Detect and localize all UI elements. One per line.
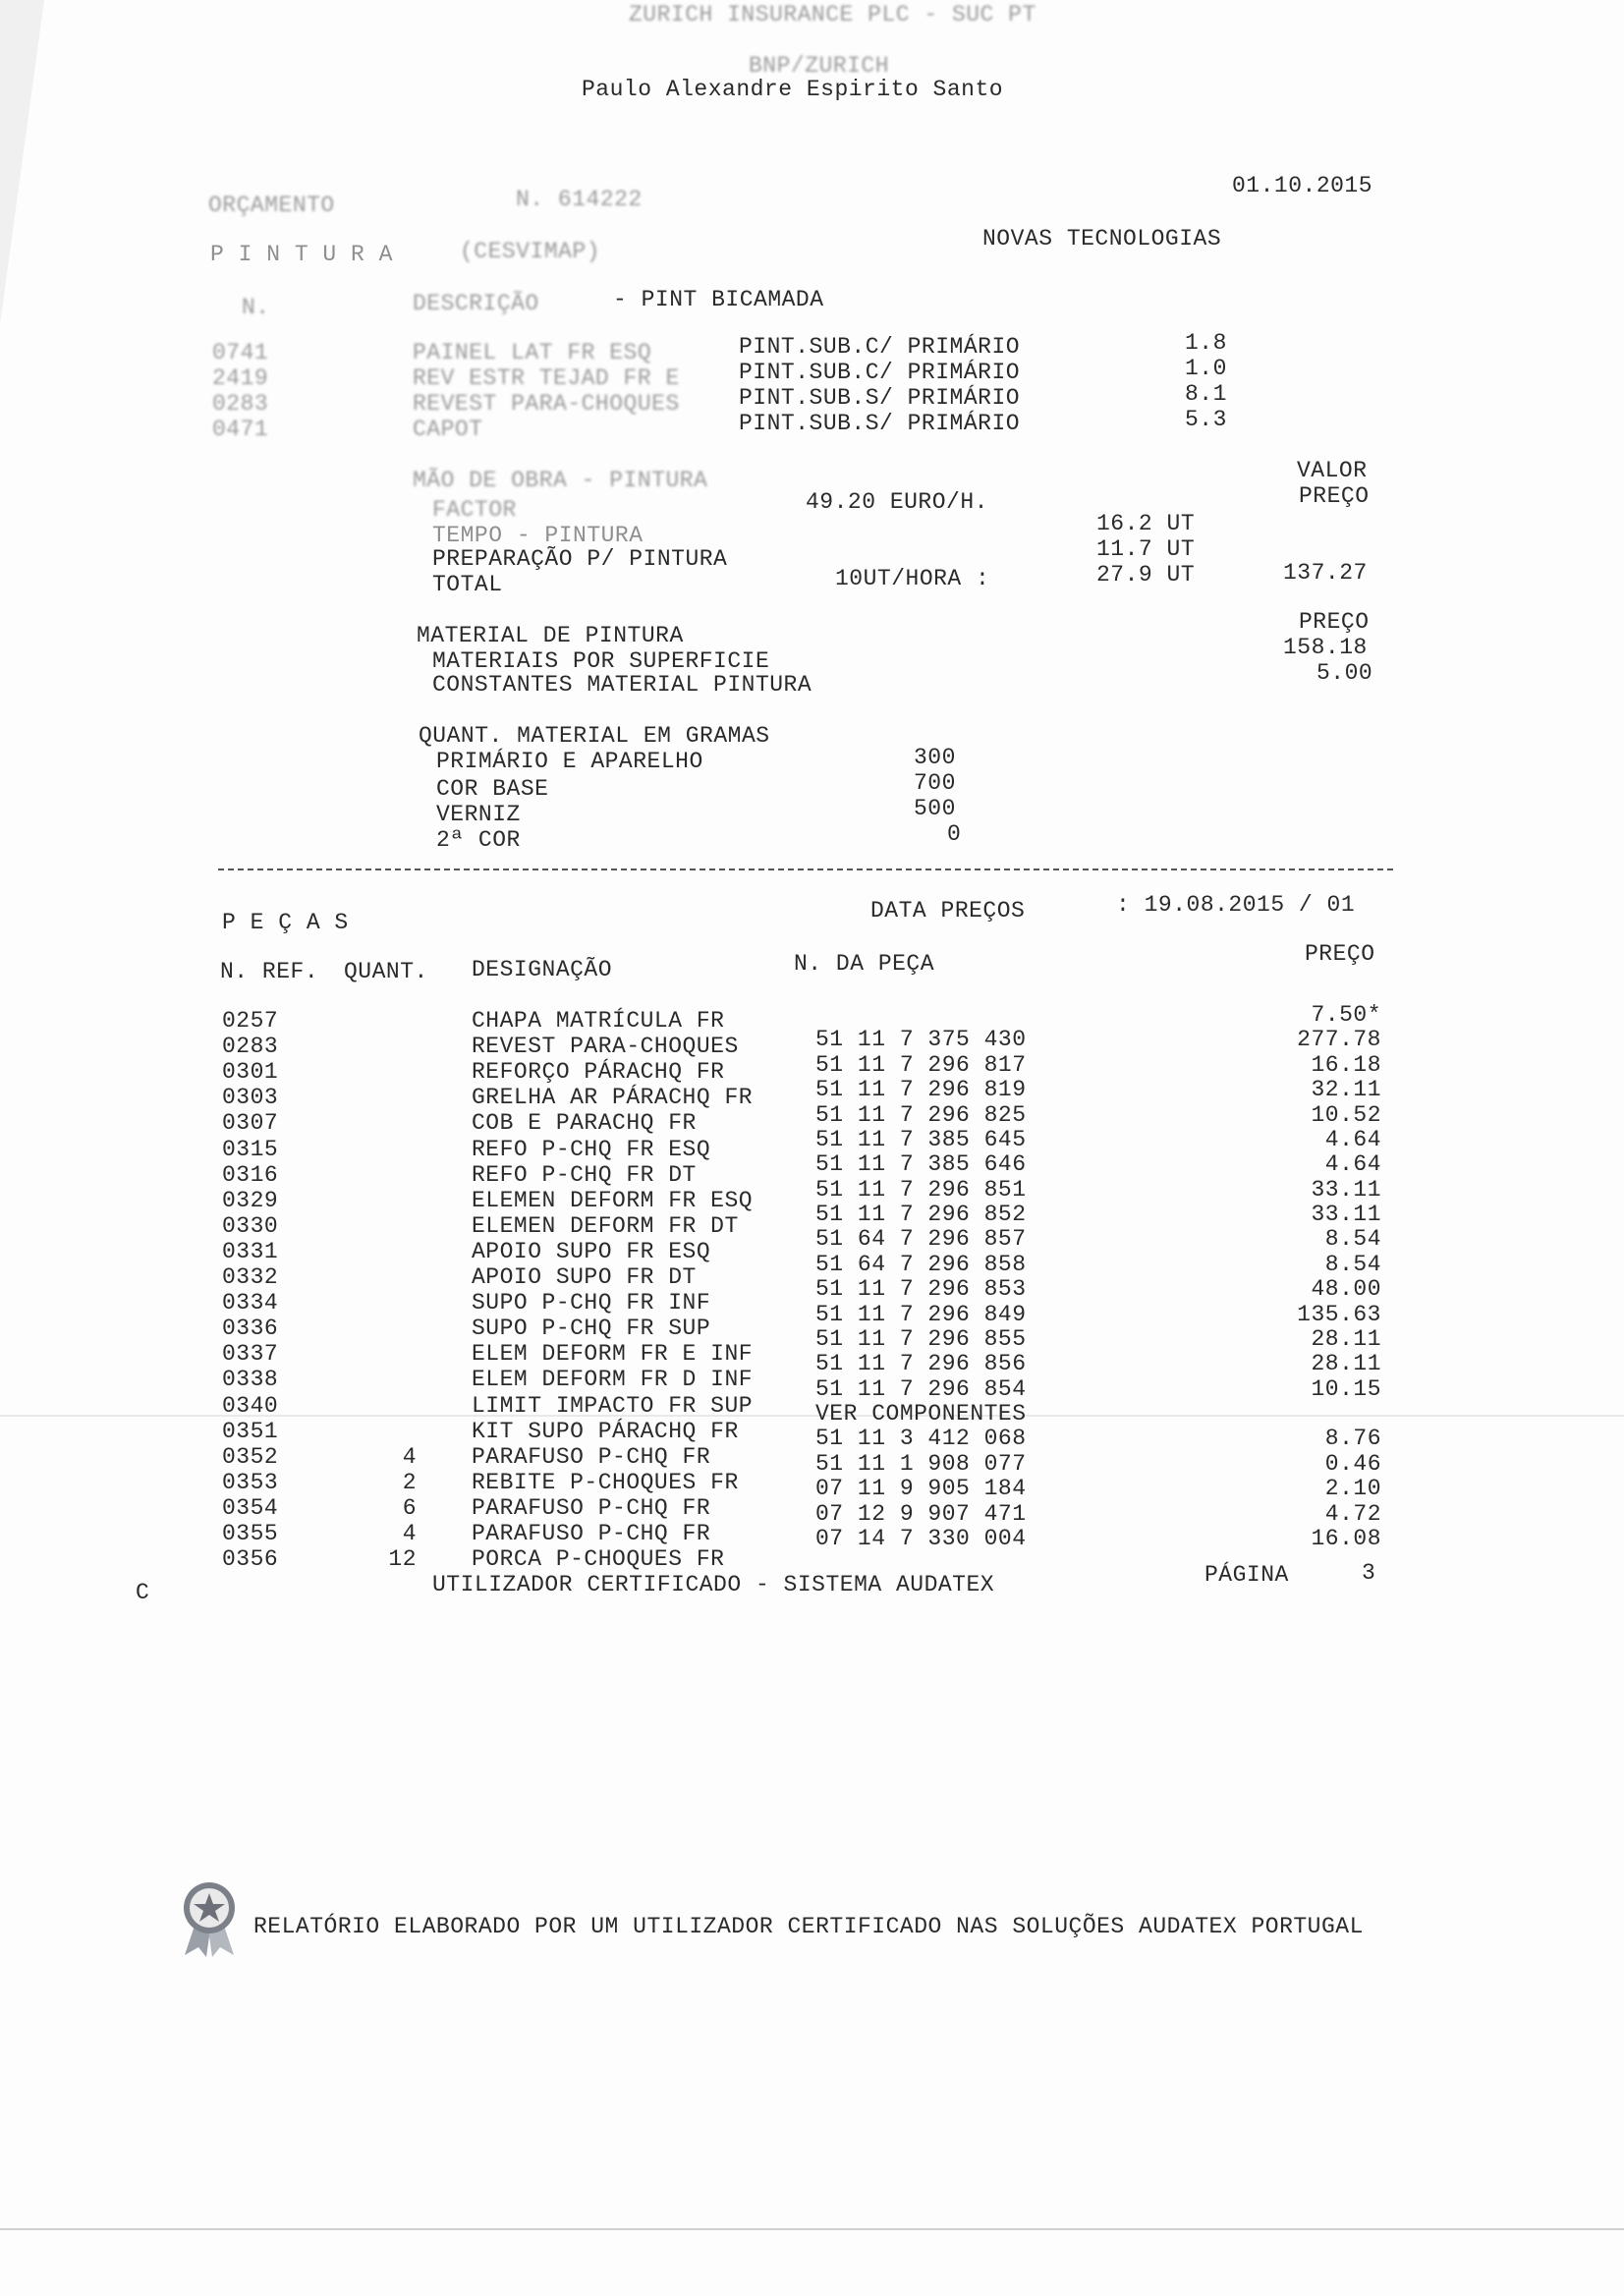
part-number: 51 11 7 375 430: [815, 1027, 1027, 1053]
labour-preco-header: PREÇO: [1299, 483, 1370, 509]
part-price: 16.18: [1311, 1051, 1381, 1078]
part-ref: 0353: [222, 1469, 279, 1495]
labour-rate: 10UT/HORA :: [835, 566, 990, 591]
part-ref: 0337: [222, 1341, 279, 1368]
paint-op-type: PINT.SUB.S/ PRIMÁRIO: [739, 385, 1021, 411]
scan-edge-line: [0, 2228, 1624, 2230]
part-quantity: 4: [402, 1443, 417, 1470]
part-number: 51 11 7 296 851: [815, 1176, 1027, 1203]
col-n-peca: N. DA PEÇA: [794, 951, 935, 977]
part-price: 277.78: [1297, 1027, 1381, 1053]
preparacao-label: PREPARAÇÃO P/ PINTURA: [432, 546, 728, 572]
paint-op-desc: PAINEL LAT FR ESQ: [413, 340, 652, 365]
certification-badge-icon: [175, 1878, 244, 1957]
labour-total-label: TOTAL: [432, 572, 503, 597]
part-designation: PARAFUSO P-CHQ FR: [472, 1494, 711, 1521]
paint-method: - PINT BICAMADA: [613, 287, 824, 312]
part-quantity: 12: [388, 1546, 417, 1573]
part-number: 51 64 7 296 857: [815, 1226, 1027, 1253]
constantes-value: 5.00: [1316, 660, 1373, 686]
part-number: 07 11 9 905 184: [815, 1476, 1027, 1502]
col-preco: PREÇO: [1305, 941, 1375, 967]
part-ref: 0329: [222, 1187, 279, 1213]
part-number: 51 11 7 296 855: [815, 1325, 1027, 1352]
report-footer-text: RELATÓRIO ELABORADO POR UM UTILIZADOR CERTIFICADO NAS SOLUÇÕES AUDATEX PORTUGAL: [253, 1914, 1364, 1939]
orcamento-number: N. 614222: [516, 187, 643, 212]
paint-op-value: 1.0: [1185, 356, 1227, 381]
paint-op-n: 0283: [212, 391, 269, 417]
part-price: 4.64: [1324, 1151, 1381, 1178]
part-ref: 0352: [222, 1443, 279, 1470]
paint-op-n: 2419: [212, 365, 269, 391]
part-designation: CHAPA MATRÍCULA FR: [472, 1008, 725, 1034]
grams-value: 0: [947, 821, 962, 847]
part-ref: 0303: [222, 1085, 279, 1111]
part-price: 33.11: [1311, 1202, 1381, 1227]
part-designation: APOIO SUPO FR DT: [472, 1264, 697, 1290]
part-ref: 0356: [222, 1546, 279, 1573]
part-ref: 0332: [222, 1264, 279, 1290]
part-number: 51 11 1 908 077: [815, 1450, 1027, 1477]
labour-total-price: 137.27: [1283, 560, 1368, 586]
scan-shadow: [0, 0, 44, 324]
part-designation: ELEMEN DEFORM FR DT: [472, 1212, 739, 1239]
part-designation: COB E PARACHQ FR: [472, 1110, 697, 1137]
part-ref: 0315: [222, 1136, 279, 1162]
grams-label: VERNIZ: [436, 802, 521, 827]
paper-fold: [0, 1415, 1624, 1417]
brand-name: BNP/ZURICH: [749, 53, 890, 79]
part-number: 51 11 7 296 852: [815, 1202, 1027, 1227]
col-designacao: DESIGNAÇÃO: [472, 957, 613, 982]
part-ref: 0283: [222, 1034, 279, 1060]
part-price: 8.76: [1324, 1426, 1381, 1452]
part-ref: 0355: [222, 1521, 279, 1546]
part-designation: PORCA P-CHOQUES FR: [472, 1546, 725, 1573]
part-ref: 0351: [222, 1418, 279, 1444]
part-price: 32.11: [1311, 1077, 1381, 1103]
part-price: 8.54: [1324, 1251, 1381, 1277]
part-designation: SUPO P-CHQ FR INF: [472, 1290, 711, 1316]
part-price: 28.11: [1311, 1351, 1381, 1377]
part-price: 28.11: [1311, 1325, 1381, 1352]
part-number: 51 11 7 296 853: [815, 1276, 1027, 1303]
labour-title: MÃO DE OBRA - PINTURA: [413, 468, 708, 493]
part-number: 51 11 3 412 068: [815, 1426, 1027, 1452]
part-ref: 0257: [222, 1008, 279, 1034]
material-preco-header: PREÇO: [1299, 609, 1370, 635]
paint-op-desc: REVEST PARA-CHOQUES: [413, 391, 680, 417]
col-n: N.: [242, 295, 270, 320]
part-ref: 0354: [222, 1494, 279, 1521]
labour-valor-header: VALOR: [1297, 458, 1368, 483]
part-price: 8.54: [1324, 1226, 1381, 1253]
part-designation: APOIO SUPO FR ESQ: [472, 1238, 711, 1264]
paint-op-type: PINT.SUB.C/ PRIMÁRIO: [739, 360, 1021, 385]
paint-op-value: 5.3: [1185, 407, 1227, 432]
section-divider: [218, 868, 1393, 870]
part-number: 51 64 7 296 858: [815, 1251, 1027, 1277]
paint-op-desc: REV ESTR TEJAD FR E: [413, 365, 680, 391]
part-designation: REFORÇO PÁRACHQ FR: [472, 1059, 725, 1086]
data-precos-label: DATA PREÇOS: [870, 898, 1026, 924]
page-label: PÁGINA: [1204, 1562, 1289, 1588]
part-designation: LIMIT IMPACTO FR SUP: [472, 1392, 754, 1419]
company-name: ZURICH INSURANCE PLC - SUC PT: [629, 2, 1036, 28]
materiais-superficie-label: MATERIAIS POR SUPERFICIE: [432, 648, 770, 674]
part-ref: 0330: [222, 1212, 279, 1239]
part-number: 51 11 7 296 849: [815, 1301, 1027, 1327]
person-name: Paulo Alexandre Espirito Santo: [582, 77, 1004, 102]
paint-op-n: 0471: [212, 417, 269, 442]
data-precos-value: : 19.08.2015 / 01: [1116, 892, 1356, 918]
part-designation: PARAFUSO P-CHQ FR: [472, 1443, 711, 1470]
part-quantity: 2: [402, 1469, 417, 1495]
grams-value: 500: [914, 796, 956, 821]
preparacao-value: 11.7 UT: [1096, 536, 1196, 562]
part-price: 33.11: [1311, 1176, 1381, 1203]
orcamento-label: ORÇAMENTO: [208, 193, 335, 218]
part-price: 7.50*: [1311, 1002, 1381, 1028]
part-ref: 0334: [222, 1290, 279, 1316]
part-designation: REFO P-CHQ FR DT: [472, 1161, 697, 1188]
part-number: 51 11 7 296 856: [815, 1351, 1027, 1377]
parts-title: P E Ç A S: [222, 910, 349, 935]
grams-label: 2ª COR: [436, 827, 521, 853]
part-designation: ELEMEN DEFORM FR ESQ: [472, 1187, 754, 1213]
section-title-pintura: P I N T U R A: [210, 242, 393, 267]
material-title: MATERIAL DE PINTURA: [417, 623, 684, 648]
part-number: 51 11 7 385 645: [815, 1126, 1027, 1152]
part-price: 135.63: [1297, 1301, 1381, 1327]
paint-op-n: 0741: [212, 340, 269, 365]
paint-op-value: 1.8: [1185, 330, 1227, 356]
novas-tecnologias: NOVAS TECNOLOGIAS: [982, 226, 1222, 252]
page-number: 3: [1362, 1560, 1376, 1586]
part-designation: ELEM DEFORM FR E INF: [472, 1341, 754, 1368]
factor-value: 49.20 EURO/H.: [806, 489, 988, 515]
part-quantity: 4: [402, 1521, 417, 1546]
part-ref: 0301: [222, 1059, 279, 1086]
part-designation: REBITE P-CHOQUES FR: [472, 1469, 739, 1495]
part-price: 10.15: [1311, 1375, 1381, 1402]
part-ref: 0338: [222, 1367, 279, 1393]
part-ref: 0331: [222, 1238, 279, 1264]
part-price: 4.64: [1324, 1126, 1381, 1152]
part-designation: GRELHA AR PÁRACHQ FR: [472, 1085, 754, 1111]
part-designation: ELEM DEFORM FR D INF: [472, 1367, 754, 1393]
part-ref: 0316: [222, 1161, 279, 1188]
part-ref: 0336: [222, 1316, 279, 1342]
tempo-label: TEMPO - PINTURA: [432, 523, 644, 548]
part-designation: PARAFUSO P-CHQ FR: [472, 1521, 711, 1546]
part-designation: KIT SUPO PÁRACHQ FR: [472, 1418, 739, 1444]
part-price: 16.08: [1311, 1525, 1381, 1551]
col-quant: QUANT.: [344, 959, 428, 984]
materiais-superficie-value: 158.18: [1283, 635, 1368, 660]
paint-op-type: PINT.SUB.C/ PRIMÁRIO: [739, 334, 1021, 360]
certified-user-line: UTILIZADOR CERTIFICADO - SISTEMA AUDATEX: [432, 1572, 995, 1597]
document-date: 01.10.2015: [1232, 173, 1373, 198]
grams-value: 700: [914, 770, 956, 796]
constantes-label: CONSTANTES MATERIAL PINTURA: [432, 672, 812, 698]
paint-op-value: 8.1: [1185, 381, 1227, 407]
part-number: 51 11 7 296 825: [815, 1101, 1027, 1128]
part-number: 51 11 7 385 646: [815, 1151, 1027, 1178]
col-ref: N. REF.: [220, 959, 319, 984]
part-ref: 0340: [222, 1392, 279, 1419]
part-price: 10.52: [1311, 1101, 1381, 1128]
part-price: 4.72: [1324, 1500, 1381, 1527]
part-price: 48.00: [1311, 1276, 1381, 1303]
part-number: 07 14 7 330 004: [815, 1525, 1027, 1551]
factor-label: FACTOR: [432, 497, 517, 523]
pintura-system: (CESVIMAP): [460, 239, 601, 264]
part-quantity: 6: [402, 1494, 417, 1521]
grams-label: COR BASE: [436, 776, 549, 802]
paint-op-desc: CAPOT: [413, 417, 483, 442]
part-number: 07 12 9 907 471: [815, 1500, 1027, 1527]
tempo-value: 16.2 UT: [1096, 511, 1196, 536]
col-descricao: DESCRIÇÃO: [413, 291, 539, 316]
paint-op-type: PINT.SUB.S/ PRIMÁRIO: [739, 411, 1021, 436]
part-price: 2.10: [1324, 1476, 1381, 1502]
part-designation: SUPO P-CHQ FR SUP: [472, 1316, 711, 1342]
part-number: 51 11 7 296 854: [815, 1375, 1027, 1402]
margin-mark: C: [136, 1580, 150, 1605]
part-number: 51 11 7 296 819: [815, 1077, 1027, 1103]
part-number: 51 11 7 296 817: [815, 1051, 1027, 1078]
part-designation: REFO P-CHQ FR ESQ: [472, 1136, 711, 1162]
part-ref: 0307: [222, 1110, 279, 1137]
labour-total-ut: 27.9 UT: [1096, 562, 1196, 588]
part-price: 0.46: [1324, 1450, 1381, 1477]
grams-title: QUANT. MATERIAL EM GRAMAS: [419, 723, 770, 749]
grams-label: PRIMÁRIO E APARELHO: [436, 749, 703, 774]
part-designation: REVEST PARA-CHOQUES: [472, 1034, 739, 1060]
part-number: VER COMPONENTES: [815, 1401, 1027, 1427]
grams-value: 300: [914, 745, 956, 770]
